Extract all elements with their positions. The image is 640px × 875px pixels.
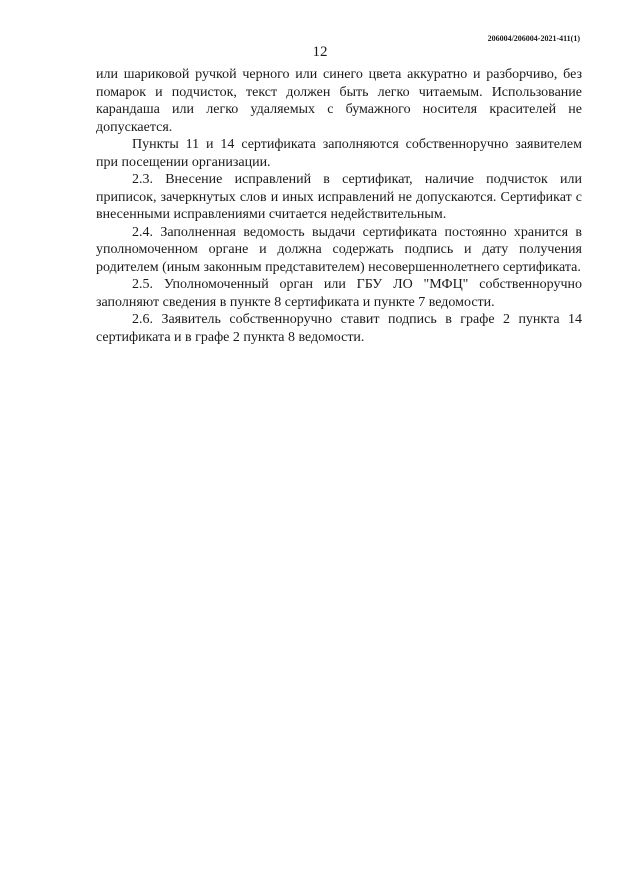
paragraph-2-5: 2.5. Уполномоченный орган или ГБУ ЛО "МФЦ" собственноручно заполняют сведения в пункте 8 сертификата и пункте 7 ведомости. (96, 277, 582, 310)
document-code: 206004/206004-2021-411(1) (487, 34, 580, 43)
page-number: 12 (312, 44, 328, 60)
document-body (96, 66, 582, 346)
paragraph-2-4: 2.4. Заполненная ведомость выдачи сертификата постоянно хранится в уполномоченном органе и должна содержать подпись и дату получения родителем (иным законным представителем) несовершеннолетнего сертификата. (96, 224, 582, 275)
paragraph-2-3: 2.3. Внесение исправлений в сертификат, наличие подчисток или приписок, зачеркнутых слов и иных исправлений не допускаются. Сертификат с внесенными исправлениями считается недействительным. (96, 172, 582, 222)
paragraph-items-11-14: Пункты 11 и 14 сертификата заполняются собственноручно заявителем при посещении организации. (96, 137, 582, 170)
paragraph-2-6: 2.6. Заявитель собственноручно ставит подпись в графе 2 пункта 14 сертификата и в графе 2 пункта 8 ведомости. (96, 312, 582, 345)
paragraph-continuation: или шариковой ручкой черного или синего цвета аккуратно и разборчиво, без помарок и подчисток, текст должен быть легко читаемым. Использование карандаша или легко удаляемых с бумажного носителя красителей не допускается. (96, 67, 582, 135)
